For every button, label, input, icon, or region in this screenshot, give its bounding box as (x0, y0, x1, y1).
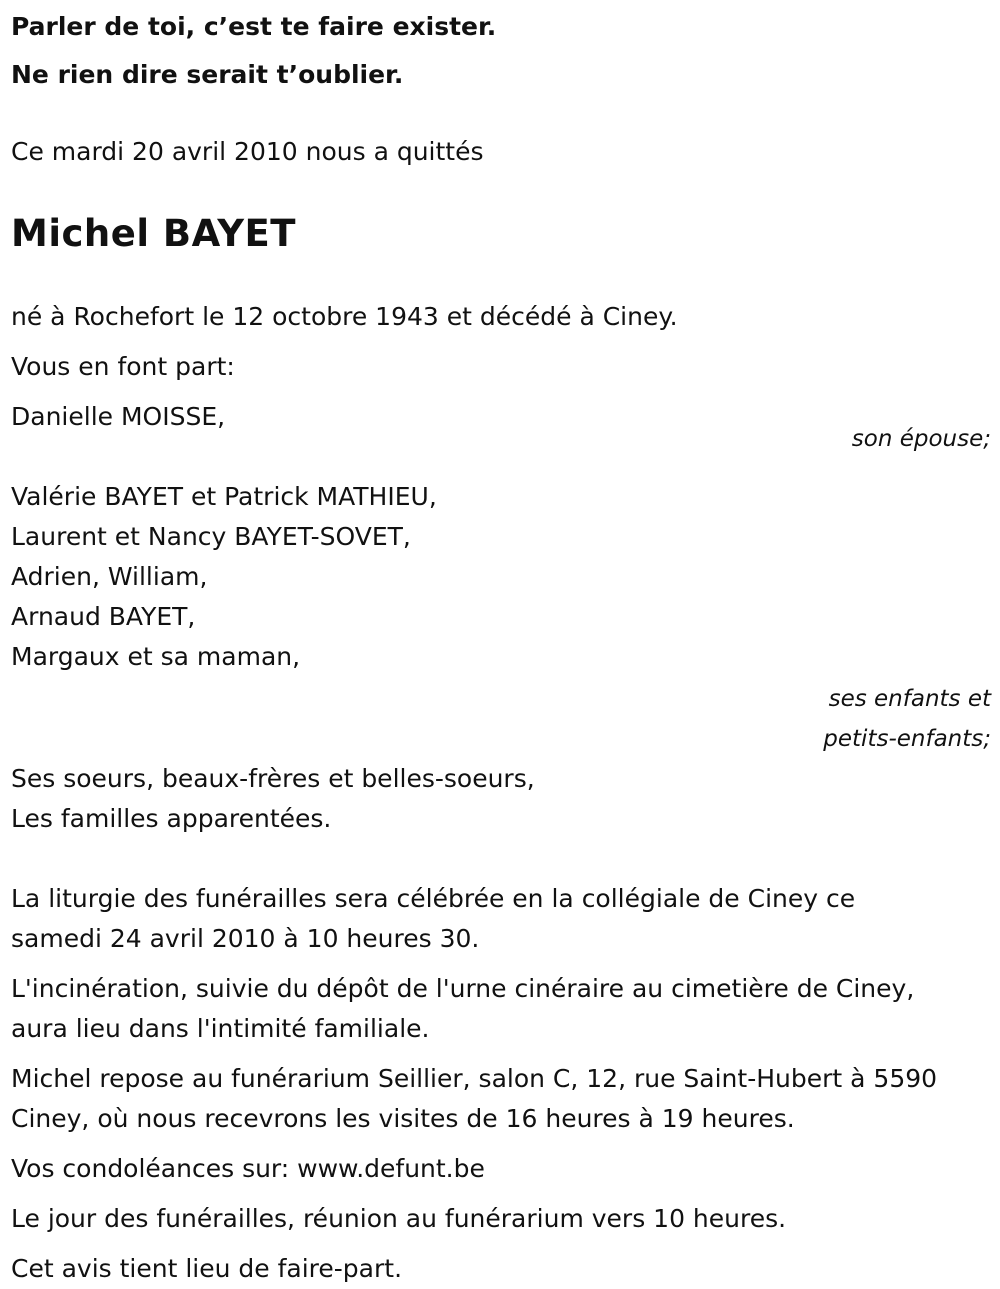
liturgy-line-2: samedi 24 avril 2010 à 10 heures 30. (11, 924, 480, 953)
epigraph (11, 3, 991, 99)
cremation-line-1: L'incinération, suivie du dépôt de l'urne cinéraire au cimetière de Ciney, (11, 974, 915, 1003)
cremation-paragraph (11, 969, 991, 1049)
child-line: Adrien, William, (11, 562, 208, 591)
liturgy-paragraph (11, 879, 991, 959)
epigraph-line-2: Ne rien dire serait t’oublier. (11, 60, 404, 89)
obituary-notice (11, 0, 991, 1289)
child-line: Laurent et Nancy BAYET-SOVET, (11, 522, 411, 551)
children-relation-line-1: ses enfants et (828, 686, 991, 712)
extended-family (11, 759, 991, 839)
inform-label: Vous en font part: (11, 352, 235, 381)
children-relation-line-2: petits-enfants; (823, 726, 991, 752)
birth-death-info: né à Rochefort le 12 octobre 1943 et décédé à Ciney. (11, 302, 678, 331)
child-line: Valérie BAYET et Patrick MATHIEU, (11, 482, 437, 511)
death-announcement: Ce mardi 20 avril 2010 nous a quittés (11, 137, 484, 166)
relatives-line: Les familles apparentées. (11, 804, 332, 833)
children-relation (11, 679, 991, 759)
child-line: Arnaud BAYET, (11, 602, 196, 631)
spouse-relation: son épouse; (851, 426, 991, 452)
deceased-name: Michel BAYET (11, 212, 297, 255)
siblings-line: Ses soeurs, beaux-frères et belles-soeurs, (11, 764, 535, 793)
funeral-home-paragraph (11, 1059, 991, 1139)
cremation-line-2: aura lieu dans l'intimité familiale. (11, 1014, 430, 1043)
condolences-line: Vos condoléances sur: www.defunt.be (11, 1154, 485, 1183)
liturgy-line-1: La liturgie des funérailles sera célébrée en la collégiale de Ciney ce (11, 884, 856, 913)
funeral-home-line-1: Michel repose au funérarium Seillier, salon C, 12, rue Saint-Hubert à 5590 (11, 1064, 938, 1093)
child-line: Margaux et sa maman, (11, 642, 301, 671)
funeral-home-line-2: Ciney, où nous recevrons les visites de 16 heures à 19 heures. (11, 1104, 795, 1133)
notice-line: Cet avis tient lieu de faire-part. (11, 1254, 403, 1283)
spouse-name: Danielle MOISSE, (11, 402, 226, 431)
meeting-line: Le jour des funérailles, réunion au funérarium vers 10 heures. (11, 1204, 787, 1233)
children-list (11, 477, 991, 677)
epigraph-line-1: Parler de toi, c’est te faire exister. (11, 12, 497, 41)
